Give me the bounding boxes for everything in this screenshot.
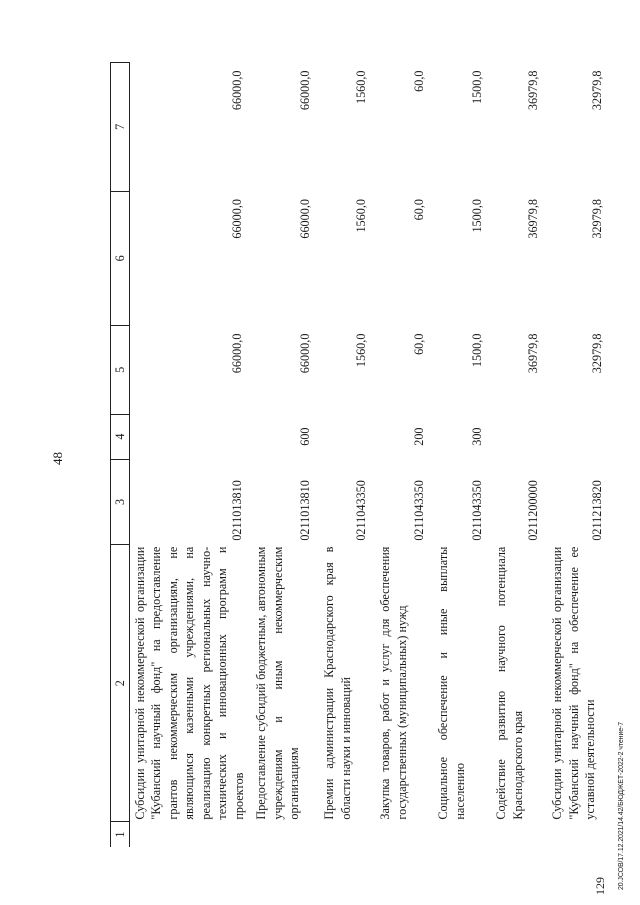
row-value-2024: 66000,0 <box>297 70 312 111</box>
row-name: Предоставление субсидий бюджетным, автономным учреждениям и иным некоммерческим организациям <box>254 546 302 820</box>
row-code: 0211043350 <box>353 480 368 541</box>
row-vr <box>547 414 611 459</box>
row-vr <box>491 414 547 459</box>
row-code: 0211213820 <box>589 480 604 541</box>
row-vr: 300 <box>469 427 484 446</box>
row-value-2022: 32979,8 <box>589 333 604 374</box>
row-value-2023: 60,0 <box>411 199 426 221</box>
header-col-1: 1 <box>111 822 130 847</box>
page-number-top: 48 <box>50 452 65 465</box>
header-col-4: 4 <box>111 414 130 459</box>
row-name: Премии администрации Краснодарского края в области науки и инноваций <box>322 546 353 820</box>
table-row <box>547 63 611 848</box>
row-value-2024: 66000,0 <box>229 70 244 111</box>
row-value-2022: 36979,8 <box>525 333 540 374</box>
row-value-2024: 32979,8 <box>589 70 604 111</box>
table-row <box>433 63 491 848</box>
table-row <box>491 63 547 848</box>
row-name: Закупка товаров, работ и услуг для обеспечения государственных (муниципальных) нужд <box>378 546 409 820</box>
header-col-2: 2 <box>111 545 130 822</box>
row-name: Субсидии унитарной некоммерческой организации "Кубанский научный фонд" на обеспечение ее уставной деятельности <box>550 546 598 820</box>
table-header-row <box>111 63 130 848</box>
row-value-2024: 36979,8 <box>525 70 540 111</box>
row-vr: 600 <box>297 427 312 446</box>
row-value-2022: 60,0 <box>411 333 426 355</box>
row-value-2023: 1500,0 <box>469 199 484 233</box>
row-value-2023: 66000,0 <box>297 199 312 239</box>
row-code: 0211200000 <box>525 480 540 541</box>
page-number-bottom: 129 <box>593 877 607 895</box>
header-col-5: 5 <box>111 326 130 414</box>
row-value-2024: 60,0 <box>411 70 426 92</box>
row-value-2022: 66000,0 <box>229 333 244 374</box>
row-vr <box>319 414 375 459</box>
table-row <box>251 63 319 848</box>
row-code: 0211013810 <box>229 480 244 541</box>
row-value-2023: 32979,8 <box>589 199 604 239</box>
row-vr <box>130 414 252 459</box>
row-value-2022: 1560,0 <box>353 333 368 368</box>
row-value-2022: 1500,0 <box>469 333 484 368</box>
row-code: 0211043350 <box>411 480 426 541</box>
table-row <box>319 63 375 848</box>
table-row <box>130 63 252 848</box>
row-value-2023: 66000,0 <box>229 199 244 239</box>
row-value-2022: 66000,0 <box>297 333 312 374</box>
budget-table <box>110 62 611 847</box>
row-name: Социальное обеспечение и иные выплаты населению <box>436 546 467 820</box>
row-value-2023: 36979,8 <box>525 199 540 239</box>
row-vr: 200 <box>411 427 426 446</box>
table-row <box>375 63 433 848</box>
row-value-2024: 1560,0 <box>353 70 368 105</box>
footer-document-code: 20.ЈСОВ/17.12.2021/14.42/БЮДЖЕТ-2022-2 чтение-7 <box>618 721 625 890</box>
header-col-3: 3 <box>111 459 130 544</box>
row-code: 0211013810 <box>297 480 312 541</box>
header-col-7: 7 <box>111 63 130 192</box>
row-name: Содействие развитию научного потенциала Краснодарского края <box>494 546 525 820</box>
row-code: 0211043350 <box>469 480 484 541</box>
row-value-2023: 1560,0 <box>353 199 368 233</box>
header-col-6: 6 <box>111 191 130 326</box>
row-name: Субсидии унитарной некоммерческой организации "Кубанский научный фонд" на предоставление грантов некоммерческим организациям, не являющимся казенными учреждениями, на реализацию конкретных региональных научно-технических и инновационных программ и проектов <box>133 546 246 820</box>
row-value-2024: 1500,0 <box>469 70 484 105</box>
